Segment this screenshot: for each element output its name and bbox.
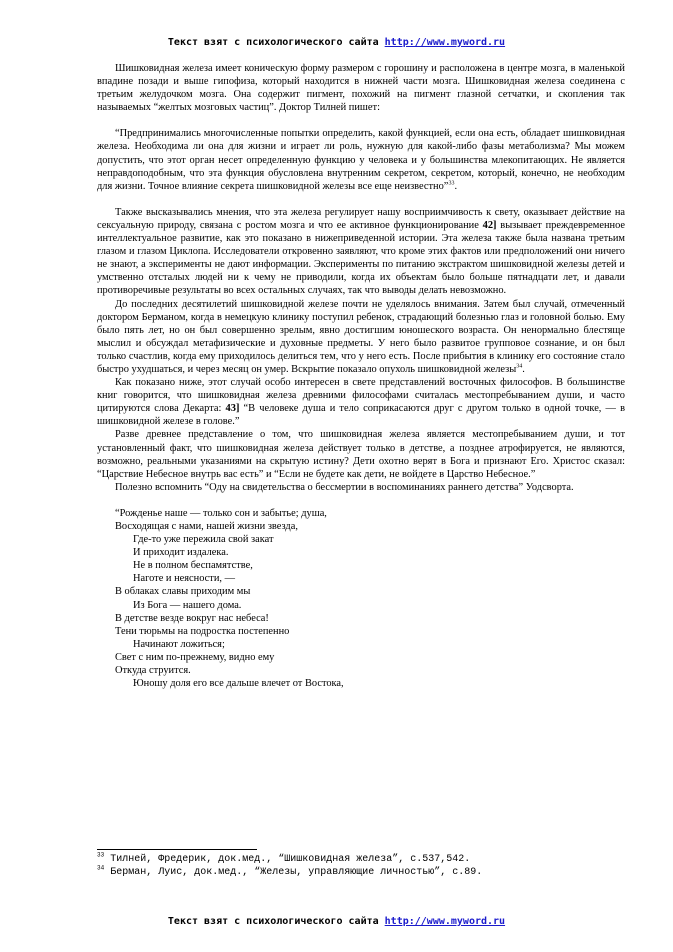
tilney-quote: “Предпринимались многочисленные попытки определить, какой функцией, если она есть, обладает шишковидная железа. Необходима ли она для жизни и играет ли роль, нужную для какой-либо фазы метаболизма? Мы можем допустить, что этот орган несет определенную функцию у человека и у большинства млекопитающих. Не является неправдоподобным, что эта функция обусловлена внутренним секретом, секретом, который, конечно, не необходим для жизни. Точное влияние секрета шишковидной железы все еще неизвестно”$^{33}$. (97, 128, 625, 192)
paragraph-descartes: Как показано ниже, этот случай особо интересен в свете представлений восточных философов. В большинстве книг говорится, что шишковидная железа древними философами считалась местопребыванием души, и часто цитируются слова Декарта: 43] “В человеке душа и тело соприкасаются друг с другом только в одной точке, — в шишковидной железе в голове.” (97, 377, 625, 428)
page-footer (0, 916, 673, 927)
poem-line: Начинают ложиться; (133, 638, 225, 650)
footnote-33: $^{33}$ Тилней, Фредерик, док.мед., “Шишковидная железа”, с.537,542. (97, 851, 471, 865)
footnote-divider (97, 849, 257, 850)
page-marker-42: 42] (482, 219, 497, 231)
wordsworth-poem (97, 507, 625, 690)
article-body (97, 62, 625, 690)
poem-line: Откуда струится. (115, 665, 191, 677)
paragraph-pineal-description: Шишковидная железа имеет коническую форму размером с горошину и расположена в центре мозга, в маленькой впадине позади и выше гипофиза, который находится в нижней части мозга. Шишковидная железа соединена с третьим желудочком мозга. Она содержит пигмент, похожий на пигмент глазной сетчатки, и скопления так называемых “желтых мозговых частиц”. Доктор Тилней пишет: (97, 63, 625, 114)
poem-line: Наготе и неясности, — (133, 573, 235, 585)
footnote-34: $^{34}$ Берман, Луис, док.мед., “Железы, управляющие личностью”, с.89. (97, 864, 483, 879)
paragraph-berman-case: До последних десятилетий шишковидной железе почти не уделялось внимания. Затем был случай, отмеченный доктором Берманом, когда в немецкую клинику поступил ребенок, страдающий болезнью глаз и головной болью. Ему было пять лет, но он был совершенно зрелым, явно достигшим юношеского возраста. Он ненормально блестяще мыслил и обсуждал метафизические и духовные предметы. У него было развитое групповое сознание, и он был только счастлив, когда ему приходилось делиться тем, что у него есть. После прибытия в клинику его состояние стало быстро ухудшаться, и через месяц он умер. Вскрытие показало опухоль шишковидной железы$^{34}$. (97, 298, 625, 375)
paragraph-wordsworth-intro: Полезно вспомнить “Оду на свидетельства о бессмертии в воспоминаниях раннего детства” Уодсворта. (115, 481, 574, 493)
poem-line: Тени тюрьмы на подростка постепенно (115, 625, 290, 637)
footer-site-link[interactable]: http://www.myword.ru (384, 916, 506, 927)
paragraph-soul-seat: Разве древнее представление о том, что шишковидная железа является местопребыванием души, и тот установленный факт, что шишковидная железа действует только в детстве, а позднее атрофируется, не являются, возможно, реальными указаниями на скрытую истину? Дети охотно верят в Бога и признают Его. Христос сказал: “Царствие Небесное внутрь вас есть” и “Если не будете как дети, не войдете в Царство Небесное.” (97, 429, 625, 480)
footnotes (97, 853, 625, 879)
page-header (0, 37, 673, 48)
poem-line: Из Бога — нашего дома. (133, 599, 242, 611)
footer-text: Текст взят с психологического сайта (167, 916, 385, 927)
page-marker-43: 43] (225, 403, 240, 415)
footnote-ref-33: 33 (448, 180, 455, 187)
footnote-ref-34: 34 (516, 363, 523, 370)
paragraph-opinions: Также высказывались мнения, что эта железа регулирует нашу восприимчивость к свету, оказывает действие на сексуальную природу, связана с ростом мозга и что ее активное функционирование 42] вызывает преждевременное интеллектуальное развитие, как это показано в нижеприведенной истории. Эта железа также была названа третьим глазом и глазом Циклопа. Исследователи откровенно заявляют, что кроме этих фактов или предположений они ничего не знают, а эксперименты не дают информации. Эксперименты по питанию экстрактом шишковидной железы детей и умственно отсталых людей ни к чему не приводили, когда их объектам было больше пятнадцати лет, и давали противоречивые результаты во всех остальных случаях, так что выводы делать невозможно. (97, 206, 626, 297)
poem-line: Где-то уже пережила свой закат (133, 534, 274, 546)
poem-line: Свет с ним по-прежнему, видно ему (115, 651, 275, 663)
poem-line: В облаках славы приходим мы (115, 586, 251, 598)
poem-line: “Рожденье наше — только сон и забытье; душа, (115, 507, 327, 519)
poem-line: Юношу доля его все дальше влечет от Востока, (133, 678, 344, 690)
poem-line: В детстве везде вокруг нас небеса! (115, 612, 269, 624)
header-site-link[interactable]: http://www.myword.ru (384, 37, 506, 48)
poem-line: Восходящая с нами, нашей жизни звезда, (115, 521, 298, 532)
poem-line: И приходит издалека. (133, 547, 229, 559)
header-text: Текст взят с психологического сайта (167, 37, 385, 48)
poem-line: Не в полном беспамятстве, (133, 560, 253, 572)
